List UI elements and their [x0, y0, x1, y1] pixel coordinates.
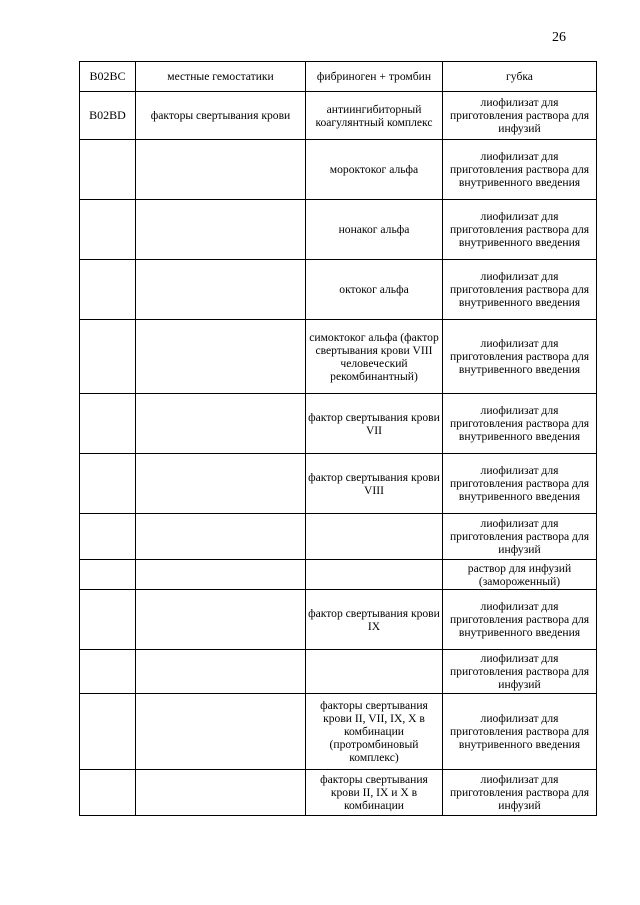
table-row	[80, 92, 597, 140]
atc-code-cell	[80, 590, 136, 650]
dosage-form-cell: лиофилизат для приготовления раствора для внутривенного введения	[443, 260, 597, 320]
drug-table	[79, 61, 597, 816]
atc-code-cell: B02BC	[80, 62, 136, 92]
table-row	[80, 200, 597, 260]
drug-name-cell: фактор свертывания крови VIII	[306, 454, 443, 514]
group-cell	[136, 694, 306, 770]
dosage-form-cell: лиофилизат для приготовления раствора для внутривенного введения	[443, 320, 597, 394]
table-row	[80, 650, 597, 694]
drug-name-cell: фактор свертывания крови IX	[306, 590, 443, 650]
dosage-form-cell: лиофилизат для приготовления раствора для инфузий	[443, 514, 597, 560]
group-cell	[136, 454, 306, 514]
atc-code-cell	[80, 260, 136, 320]
drug-name-cell: фибриноген + тромбин	[306, 62, 443, 92]
atc-code-cell	[80, 650, 136, 694]
drug-name-cell: нонаког альфа	[306, 200, 443, 260]
drug-name-cell: факторы свертывания крови II, VII, IX, X в комбинации (протромбиновый комплекс)	[306, 694, 443, 770]
drug-name-cell: октоког альфа	[306, 260, 443, 320]
table-row	[80, 394, 597, 454]
atc-code-cell	[80, 514, 136, 560]
drug-name-cell: фактор свертывания крови VII	[306, 394, 443, 454]
dosage-form-cell: лиофилизат для приготовления раствора для внутривенного введения	[443, 454, 597, 514]
dosage-form-cell: лиофилизат для приготовления раствора для внутривенного введения	[443, 140, 597, 200]
dosage-form-cell: лиофилизат для приготовления раствора для внутривенного введения	[443, 590, 597, 650]
drug-name-cell	[306, 650, 443, 694]
dosage-form-cell: лиофилизат для приготовления раствора для внутривенного введения	[443, 200, 597, 260]
table-row	[80, 694, 597, 770]
drug-name-cell	[306, 514, 443, 560]
atc-code-cell	[80, 140, 136, 200]
atc-code-cell	[80, 694, 136, 770]
table-row	[80, 454, 597, 514]
dosage-form-cell: лиофилизат для приготовления раствора для внутривенного введения	[443, 394, 597, 454]
group-cell: местные гемостатики	[136, 62, 306, 92]
drug-name-cell	[306, 560, 443, 590]
atc-code-cell: B02BD	[80, 92, 136, 140]
drug-name-cell: симоктоког альфа (фактор свертывания крови VIII человеческий рекомбинантный)	[306, 320, 443, 394]
group-cell	[136, 650, 306, 694]
table-row	[80, 62, 597, 92]
dosage-form-cell: раствор для инфузий (замороженный)	[443, 560, 597, 590]
dosage-form-cell: лиофилизат для приготовления раствора для внутривенного введения	[443, 694, 597, 770]
dosage-form-cell: лиофилизат для приготовления раствора для инфузий	[443, 92, 597, 140]
atc-code-cell	[80, 320, 136, 394]
group-cell	[136, 590, 306, 650]
drug-name-cell: мороктоког альфа	[306, 140, 443, 200]
page-number: 26	[552, 30, 566, 45]
table-row	[80, 260, 597, 320]
table-row	[80, 560, 597, 590]
group-cell	[136, 140, 306, 200]
table-row	[80, 514, 597, 560]
group-cell	[136, 514, 306, 560]
table-row	[80, 140, 597, 200]
drug-name-cell: антиингибиторный коагулянтный комплекс	[306, 92, 443, 140]
atc-code-cell	[80, 560, 136, 590]
atc-code-cell	[80, 200, 136, 260]
table-row	[80, 590, 597, 650]
group-cell	[136, 394, 306, 454]
group-cell	[136, 560, 306, 590]
atc-code-cell	[80, 454, 136, 514]
table-row	[80, 770, 597, 816]
dosage-form-cell: лиофилизат для приготовления раствора для инфузий	[443, 650, 597, 694]
group-cell	[136, 320, 306, 394]
group-cell: факторы свертывания крови	[136, 92, 306, 140]
atc-code-cell	[80, 394, 136, 454]
drug-name-cell: факторы свертывания крови II, IX и X в комбинации	[306, 770, 443, 816]
dosage-form-cell: лиофилизат для приготовления раствора для инфузий	[443, 770, 597, 816]
group-cell	[136, 260, 306, 320]
group-cell	[136, 200, 306, 260]
table-row	[80, 320, 597, 394]
atc-code-cell	[80, 770, 136, 816]
group-cell	[136, 770, 306, 816]
dosage-form-cell: губка	[443, 62, 597, 92]
